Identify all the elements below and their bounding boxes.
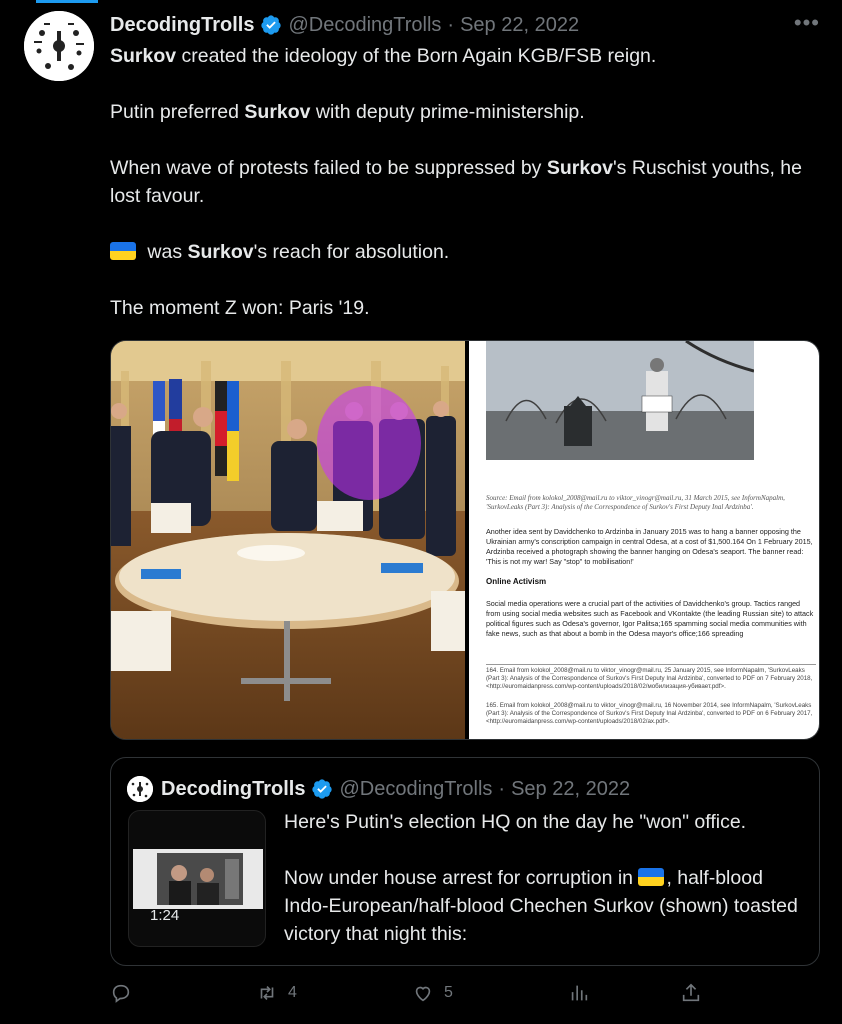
text-span: The moment Z won: Paris '19.: [110, 297, 370, 319]
quoted-author-avatar[interactable]: [127, 776, 153, 802]
reply-icon: [110, 982, 132, 1004]
bold-text: Surkov: [546, 157, 613, 179]
meeting-photo[interactable]: [111, 341, 465, 739]
quoted-video-thumbnail[interactable]: [128, 810, 266, 947]
quoted-tweet-date[interactable]: Sep 22, 2022: [511, 777, 631, 800]
tweet-paragraph: [110, 98, 810, 126]
reply-button[interactable]: [110, 982, 142, 1004]
verified-badge-icon: [260, 14, 282, 36]
text-span: Here's Putin's election HQ on the day he "won" office.: [284, 811, 747, 833]
like-count: 5: [444, 984, 453, 1001]
tweet-actions: [110, 982, 710, 1012]
author-name[interactable]: DecodingTrolls: [110, 13, 255, 36]
tweet-text: [110, 42, 810, 350]
video-duration: 1:24: [150, 907, 180, 924]
share-icon: [680, 982, 702, 1004]
views-icon: [568, 982, 590, 1004]
ukraine-flag-icon: [110, 242, 136, 260]
tweet-header: [110, 12, 579, 38]
header-separator: ·: [447, 13, 455, 36]
verified-badge-icon: [311, 778, 333, 800]
text-span: 's reach for absolution.: [253, 241, 450, 263]
quoted-author-handle[interactable]: @DecodingTrolls: [339, 777, 493, 800]
tweet-paragraph: [110, 42, 810, 70]
text-span: When wave of protests failed to be suppressed by: [110, 157, 547, 179]
author-avatar[interactable]: [24, 11, 94, 81]
text-span: , half-blood Indo-European/half-blood Chechen Surkov (shown) toasted victory that night this:: [284, 867, 798, 945]
document-heading: Online Activism: [486, 577, 547, 586]
share-button[interactable]: [680, 982, 712, 1004]
quoted-paragraph: [284, 808, 804, 836]
document-paragraph: Social media operations were a crucial part of the activities of Davidchenko's group. Tactics ranged from using social media websites such as Facebook and VKontakte (the leading Russian site) to attack political figures such as Odesa's governor, Igor Palitsa;165 spamming social media communities with fake news, such as that about a bomb in the Odesa mayor's office;166 spreading: [486, 599, 814, 638]
views-button[interactable]: [568, 982, 600, 1004]
like-button[interactable]: [412, 982, 453, 1004]
quoted-tweet-header: [161, 776, 630, 802]
ukraine-flag-icon: [638, 868, 664, 886]
text-span: was: [142, 241, 188, 263]
text-span: created the ideology of the Born Again KGB/FSB reign.: [176, 45, 657, 67]
tweet-date[interactable]: Sep 22, 2022: [460, 13, 580, 36]
document-footnote: 164. Email from kolokol_2008@mail.ru to viktor_vinogr@mail.ru, 25 January 2015, see InformNapalm, 'SurkovLeaks (Part 3): Analysis of the Correspondence of Surkov's First Deputy Inal Ardzinba', converted to PDF on 7 February 2018, <http://euromaidanpress.com/wp-content/uploads/2018/02/мобилизация-убивает.pdf>.: [486, 667, 813, 691]
footnote-divider: [486, 664, 816, 665]
quoted-author-name[interactable]: DecodingTrolls: [161, 777, 306, 800]
tweet-paragraph: [110, 238, 810, 266]
bold-text: Surkov: [244, 101, 311, 123]
tweet-paragraph: [110, 154, 810, 210]
text-span: Putin preferred: [110, 101, 245, 123]
author-handle[interactable]: @DecodingTrolls: [288, 13, 442, 36]
retweet-count: 4: [288, 984, 297, 1001]
tweet-media[interactable]: [110, 340, 820, 740]
more-options-icon[interactable]: •••: [793, 10, 820, 35]
quoted-tweet[interactable]: [110, 757, 820, 966]
text-span: Now under house arrest for corruption in: [284, 867, 639, 889]
document-footnote: 165. Email from kolokol_2008@mail.ru to viktor_vinogr@mail.ru, 16 November 2014, see InformNapalm, 'SurkovLeaks (Part 3): Analysis of the Correspondence of Surkov's First Deputy Inal Ardzinba', converted to PDF on 6 February 2017, <http://euromaidanpress.com/wp-content/uploads/2018/02/ax.pdf>.: [486, 702, 813, 726]
retweet-icon: [256, 982, 278, 1004]
bold-text: Surkov: [187, 241, 254, 263]
retweet-button[interactable]: [256, 982, 297, 1004]
heart-icon: [412, 982, 434, 1004]
document-paragraph: Another idea sent by Davidchenko to Ardzinba in January 2015 was to hang a banner opposing the Ukrainian army's conscription campaign in central Odesa, at a cost of $1,500.164 On 1 February 2015, Ardzinba received a photograph showing the banner hanging on Odesa's seaport. The banner read: 'This is not my war! Say "stop" to mobilisation!': [486, 527, 813, 566]
video-frame: [133, 849, 263, 909]
header-separator: ·: [498, 777, 506, 800]
active-indicator: [36, 0, 98, 3]
bold-text: Surkov: [110, 45, 177, 67]
text-span: 's Ruschist youths, he lost favour.: [110, 157, 802, 207]
quoted-tweet-text: [284, 808, 804, 976]
quoted-paragraph: [284, 864, 804, 948]
document-caption: Source: Email from kolokol_2008@mail.ru to viktor_vinogr@mail.ru, 31 March 2015, see InformNapalm, 'SurkovLeaks (Part 3): Analysis of the Correspondence of Surkov's First Deputy Inal Ardzinba'.: [486, 494, 785, 511]
document-photo: [486, 341, 754, 460]
tweet-paragraph: [110, 294, 810, 322]
text-span: with deputy prime-ministership.: [310, 101, 585, 123]
document-scan[interactable]: [469, 341, 819, 739]
